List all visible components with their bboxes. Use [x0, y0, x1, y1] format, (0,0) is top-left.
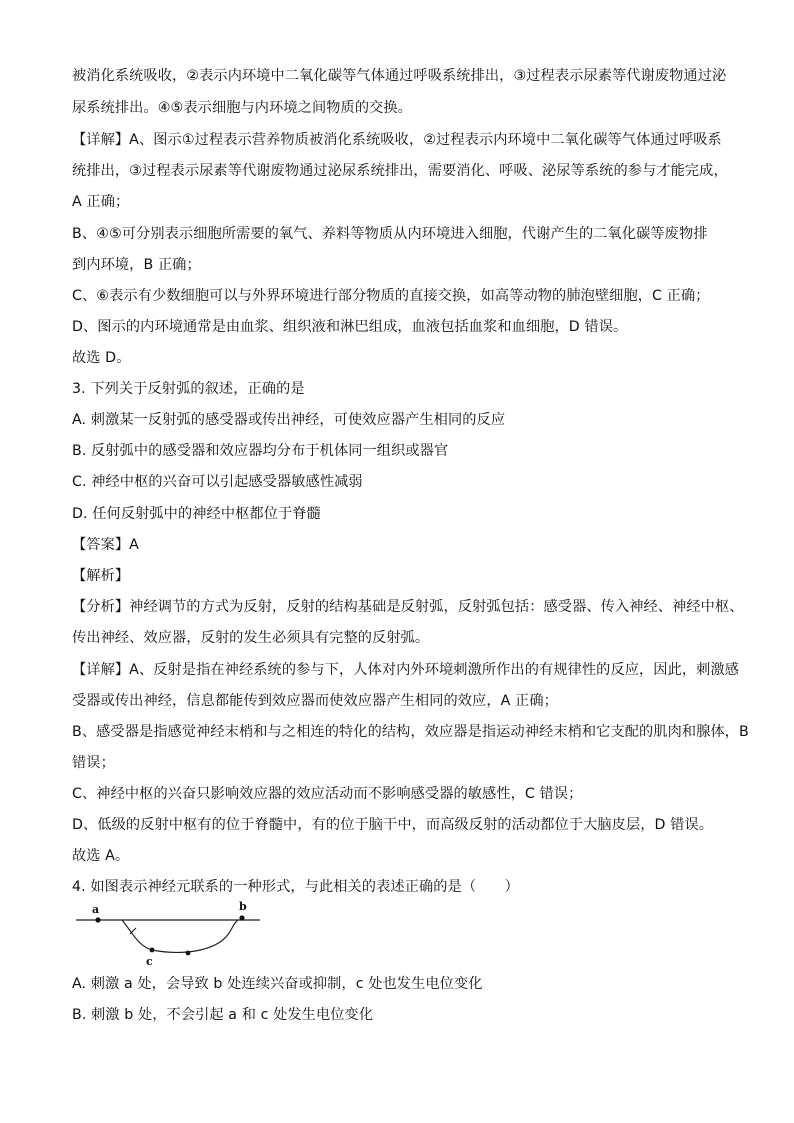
question-3-option-a: A. 刺激某一反射弧的感受器或传出神经，可使效应器产生相同的反应	[72, 412, 506, 428]
text-line: 【详解】A、反射是指在神经系统的参与下，人体对内外环境刺激所作出的有规律性的反应，因此，刺激感	[72, 662, 740, 678]
neuron-connection-diagram	[72, 898, 272, 970]
text-line: B、④⑤可分别表示细胞所需要的氧气、养料等物质从内环境进入细胞，代谢产生的二氧化碳等废物排	[72, 226, 708, 242]
synapse-dot	[186, 951, 191, 956]
question-3-option-b: B. 反射弧中的感受器和效应器均分布于机体同一组织或器官	[72, 443, 449, 459]
label-a: a	[92, 903, 100, 916]
label-b: b	[239, 900, 247, 913]
question-3-option-d: D. 任何反射弧中的神经中枢都位于脊髓	[72, 506, 321, 522]
text-line: 错误；	[72, 755, 115, 771]
text-line: D、低级的反射中枢有的位于脊髓中，有的位于脑干中，而高级反射的活动都位于大脑皮层，D 错误。	[72, 817, 714, 833]
text-line: 到内环境，B 正确；	[72, 257, 201, 273]
question-3-stem: 3. 下列关于反射弧的叙述，正确的是	[72, 381, 305, 397]
text-line: 故选 A。	[72, 848, 130, 864]
point-c	[150, 948, 155, 953]
text-line: 被消化系统吸收，②表示内环境中二氧化碳等气体通过呼吸系统排出，③过程表示尿素等代谢废物通过泌	[72, 68, 727, 84]
text-line: C、神经中枢的兴奋只影响效应器的效应活动而不影响感受器的敏感性，C 错误；	[72, 786, 583, 802]
text-line: B、感受器是指感觉神经末梢和与之相连的特化的结构，效应器是指运动神经末梢和它支配的肌肉和腺体，B	[72, 724, 749, 740]
point-b	[239, 915, 244, 920]
text-line: C、⑥表示有少数细胞可以与外界环境进行部分物质的直接交换，如高等动物的肺泡壁细胞，C 正确；	[72, 288, 710, 304]
text-line: D、图示的内环境通常是由血浆、组织液和淋巴组成，血液包括血浆和血细胞，D 错误。	[72, 319, 628, 335]
analysis-heading: 【解析】	[72, 568, 130, 584]
text-line: 尿系统排出。④⑤表示细胞与内环境之间物质的交换。	[72, 100, 412, 116]
text-line: 故选 D。	[72, 350, 131, 366]
point-a	[95, 917, 100, 922]
text-line: 传出神经、效应器，反射的发生必须具有完整的反射弧。	[72, 630, 430, 646]
question-4-option-b: B. 刺激 b 处，不会引起 a 和 c 处发生电位变化	[72, 1007, 374, 1023]
answer-line: 【答案】A	[72, 537, 139, 553]
text-line: 【详解】A、图示①过程表示营养物质被消化系统吸收，②过程表示内环境中二氧化碳等气体通过呼吸系	[72, 132, 722, 148]
label-c: c	[146, 955, 153, 968]
question-4-option-a: A. 刺激 a 处，会导致 b 处连续兴奋或抑制，c 处也发生电位变化	[72, 976, 483, 992]
text-line: 【分析】神经调节的方式为反射，反射的结构基础是反射弧，反射弧包括：感受器、传入神经、神经中枢、	[72, 599, 744, 615]
question-3-option-c: C. 神经中枢的兴奋可以引起感受器敏感性减弱	[72, 474, 363, 490]
text-line: A 正确；	[72, 194, 130, 210]
text-line: 受器或传出神经，信息都能传到效应器而使效应器产生相同的效应，A 正确；	[72, 693, 558, 709]
text-line: 统排出，③过程表示尿素等代谢废物通过泌尿系统排出，需要消化、呼吸、泌尿等系统的参与才能完成，	[72, 163, 728, 179]
question-4-stem: 4. 如图表示神经元联系的一种形式，与此相关的表述正确的是（ ）	[72, 879, 519, 895]
